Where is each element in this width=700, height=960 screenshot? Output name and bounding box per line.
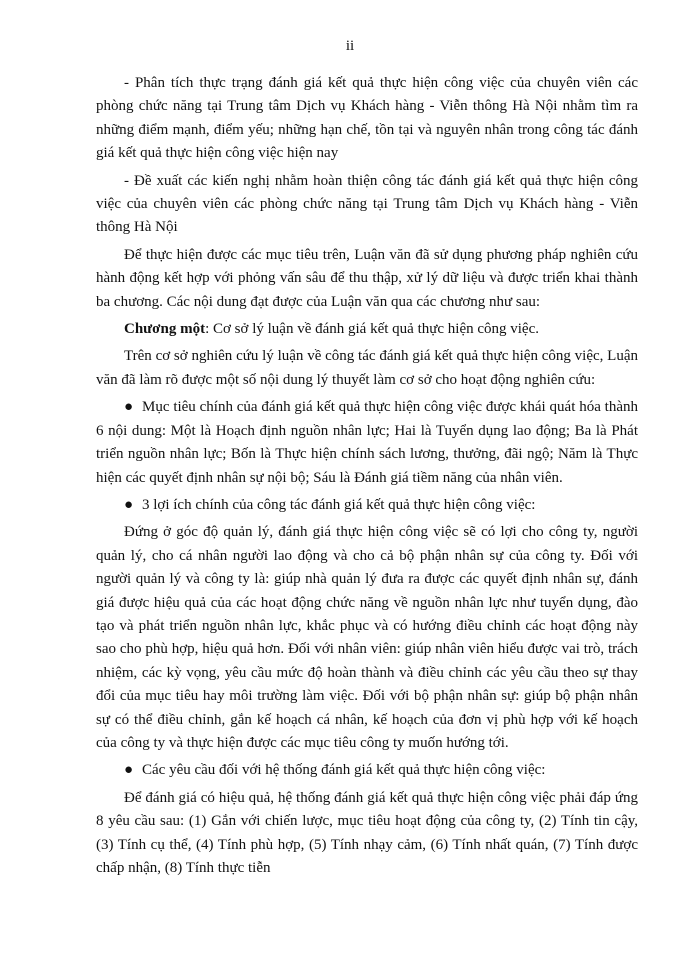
document-body <box>96 72 638 884</box>
bullet-text: Các yêu cầu đối với hệ thống đánh giá kết quả thực hiện công việc: <box>142 762 546 779</box>
bullet-icon: ● <box>124 762 134 779</box>
paragraph-theory-basis: Trên cơ sở nghiên cứu lý luận về công tác đánh giá kết quả thực hiện công việc, Luận văn đã làm rõ được một số nội dung lý thuyết làm cơ sở cho hoạt động nghiên cứu: <box>96 348 638 388</box>
bullet-item-requirements <box>96 759 638 782</box>
bullet-icon: ● <box>124 496 134 513</box>
chapter-one-title: : Cơ sở lý luận về đánh giá kết quả thực hiện công việc. <box>205 321 539 338</box>
paragraph-benefits-detail: Đứng ở góc độ quản lý, đánh giá thực hiện công việc sẽ có lợi cho công ty, người quản lý, cho cá nhân người lao động và cho cả bộ phận nhân sự của công ty. Đối với người quản lý và công ty là: giúp nhà quản lý đưa ra được các quyết định nhân sự, đánh giá được hiệu quả của các hoạt động chức năng về nguồn nhân lực như tuyển dụng, đào tạo và phát triển nguồn nhân lực, khắc phục và có hướng điều chỉnh các hoạt động này sao cho phù hợp, hiệu quả hơn. Đối với nhân viên: giúp nhân viên hiểu được vai trò, trách nhiệm, các kỳ vọng, yêu cầu mức độ hoàn thành và điều chỉnh các yêu cầu theo sự thay đổi của mục tiêu hay môi trường làm việc. Đối với bộ phận nhân sự: giúp bộ phận nhân sự có thể điều chỉnh, gắn kế hoạch cá nhân, kế hoạch của đơn vị phù hợp với kế hoạch của công ty và thực hiện được các mục tiêu công ty muốn hướng tới. <box>96 524 638 751</box>
page-number: ii <box>345 38 355 54</box>
paragraph-chapter-one <box>96 318 638 341</box>
bullet-item-benefits <box>96 494 638 517</box>
paragraph-objective-analysis: - Phân tích thực trạng đánh giá kết quả thực hiện công việc của chuyên viên các phòng chức năng tại Trung tâm Dịch vụ Khách hàng - Viễn thông Hà Nội nhằm tìm ra những điểm mạnh, điểm yếu; những hạn chế, tồn tại và nguyên nhân trong công tác đánh giá kết quả thực hiện công việc hiện nay <box>96 75 638 162</box>
bullet-icon: ● <box>124 399 134 416</box>
bullet-text: Mục tiêu chính của đánh giá kết quả thực hiện công việc được khái quát hóa thành 6 nội dung: Một là Hoạch định nguồn nhân lực; Hai là Tuyển dụng lao động; Ba là Phát triển nguồn nhân lực; Bốn là Thực hiện chính sách lương, thưởng, đãi ngộ; Năm là Thực hiện các quyết định nhân sự nội bộ; Sáu là Đánh giá tiềm năng của nhân viên. <box>96 399 638 486</box>
paragraph-methodology: Để thực hiện được các mục tiêu trên, Luận văn đã sử dụng phương pháp nghiên cứu hành động kết hợp với phỏng vấn sâu để thu thập, xử lý dữ liệu và được triển khai thành ba chương. Các nội dung đạt được của Luận văn qua các chương như sau: <box>96 246 638 310</box>
paragraph-requirements-detail: Để đánh giá có hiệu quả, hệ thống đánh giá kết quả thực hiện công việc phải đáp ứng 8 yêu cầu sau: (1) Gắn với chiến lược, mục tiêu hoạt động của công ty, (2) Tính tin cậy, (3) Tính cụ thể, (4) Tính phù hợp, (5) Tính nhạy cảm, (6) Tính nhất quán, (7) Tính được chấp nhận, (8) Tính thực tiễn <box>96 789 638 876</box>
bullet-text: 3 lợi ích chính của công tác đánh giá kết quả thực hiện công việc: <box>142 496 536 513</box>
paragraph-objective-proposal: - Đề xuất các kiến nghị nhằm hoàn thiện công tác đánh giá kết quả thực hiện công việc của chuyên viên các phòng chức năng tại Trung tâm Dịch vụ Khách hàng - Viễn thông Hà Nội <box>96 172 638 236</box>
chapter-one-heading: Chương một <box>124 321 206 338</box>
bullet-item-objectives <box>96 396 638 490</box>
